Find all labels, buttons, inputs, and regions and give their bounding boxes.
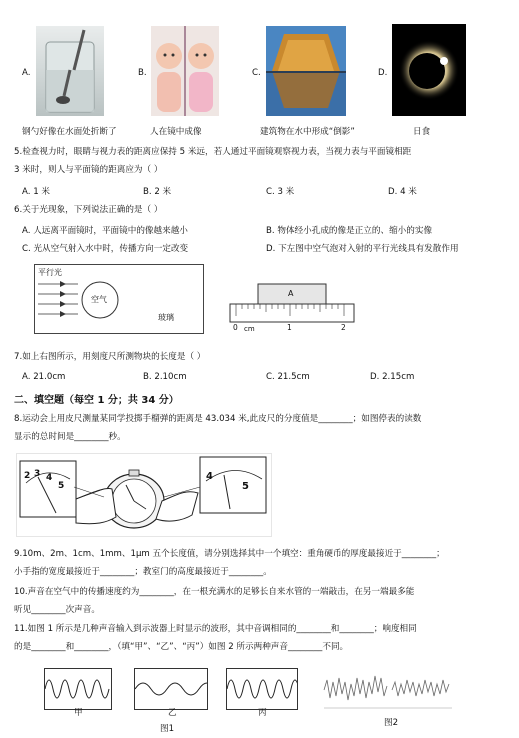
solar-eclipse-photo [392, 24, 466, 116]
q11-stem-line1: 11.如图 1 所示是几种声音输入到示波器上时显示的波形，其中音调相同的________和________；响度相同 [14, 624, 417, 634]
air-bubble-figure [34, 264, 204, 334]
q7-option-c: C. 21.5cm [266, 372, 310, 382]
left-dial-5: 5 [58, 481, 65, 491]
q6-option-b: B. 物体经小孔成的像是正立的、缩小的实像 [266, 226, 433, 236]
q4-option-c-letter: C. [252, 68, 261, 78]
spoon-in-water-photo [36, 26, 104, 116]
wave-label-bing: 丙 [258, 708, 267, 718]
q4-caption-c: 建筑物在水中形成“倒影” [260, 127, 355, 137]
q4-option-b-letter: B. [138, 68, 147, 78]
left-dial-4: 4 [46, 473, 53, 483]
q6-option-a: A. 人远离平面镜时，平面镜中的像越来越小 [22, 226, 188, 236]
figure-1-caption: 图1 [160, 724, 175, 734]
parallel-light-label: 平行光 [38, 268, 62, 277]
q10-stem-line2: 听见________次声音。 [14, 605, 100, 615]
left-dial-2: 2 [24, 471, 31, 481]
q4-caption-a: 钢勺好像在水面处折断了 [22, 127, 117, 137]
q5-option-d: D. 4 米 [388, 187, 417, 197]
ruler-tick-1: 1 [287, 323, 292, 332]
figure-2-waveforms [322, 670, 458, 712]
building-reflection-photo [266, 26, 346, 116]
figure-2-caption: 图2 [384, 718, 399, 728]
q7-option-a: A. 21.0cm [22, 372, 66, 382]
right-dial-5: 5 [242, 481, 249, 492]
q7-option-b: B. 2.10cm [143, 372, 187, 382]
right-dial-4: 4 [206, 471, 213, 482]
q6-stem: 6.关于光现象，下列说法正确的是（ ） [14, 205, 163, 215]
q5-stem-line2: 3 米时，则人与平面镜的距离应为（ ） [14, 165, 163, 175]
q7-stem: 7.如上右图所示，用刻度尺所测物块的长度是（ ） [14, 352, 206, 362]
section-title-fill-in: 二、填空题（每空 1 分；共 34 分） [14, 395, 179, 406]
q5-option-a: A. 1 米 [22, 187, 50, 197]
q4-caption-d: 日食 [413, 127, 431, 137]
ruler-tick-2: 2 [341, 323, 346, 332]
wave-label-yi: 乙 [168, 708, 177, 718]
q6-option-d: D. 下左图中空气泡对入射的平行光线具有发散作用 [266, 244, 459, 254]
q8-stem-line2: 显示的总时间是________秒。 [14, 432, 126, 442]
stopwatch-figure [16, 453, 272, 537]
waveform-jia [44, 668, 112, 710]
ruler-figure [228, 282, 358, 336]
glass-label: 玻璃 [158, 313, 174, 322]
q9-stem-line2: 小手指的宽度最接近于________；教室门的高度最接近于________。 [14, 567, 272, 577]
air-label: 空气 [91, 295, 107, 304]
block-a-label: A [288, 289, 294, 298]
q5-option-b: B. 2 米 [143, 187, 172, 197]
ruler-unit-cm: cm [244, 325, 255, 333]
q9-stem-line1: 9.10m、2m、1cm、1mm、1μm 五个长度值，请分别选择其中一个填空：重角硬币的厚度最接近于________； [14, 549, 445, 559]
q7-option-d: D. 2.15cm [370, 372, 415, 382]
q4-caption-b: 人在镜中成像 [150, 127, 202, 137]
q5-option-c: C. 3 米 [266, 187, 295, 197]
q6-option-c: C. 光从空气射入水中时，传播方向一定改变 [22, 244, 189, 254]
q5-stem-line1: 5.检查视力时，眼睛与视力表的距离应保持 5 米远，若人通过平面镜观察视力表，当视力表与平面镜相距 [14, 147, 412, 157]
q11-stem-line2: 的是________和________，（填“甲”、“乙”、“丙”）如图 2 所示两种声音________不同。 [14, 642, 349, 652]
q8-stem-line1: 8.运动会上用皮尺测量某同学投掷手榴弹的距离是 43.034 米,此皮尺的分度值是________；如图停表的读数 [14, 414, 422, 424]
waveform-yi [134, 668, 208, 710]
wave-label-jia: 甲 [74, 708, 83, 718]
q4-option-a-letter: A. [22, 68, 31, 78]
ruler-tick-0: 0 [233, 323, 238, 332]
q4-option-d-letter: D. [378, 68, 388, 78]
waveform-bing [226, 668, 298, 710]
left-dial-3: 3 [34, 469, 41, 479]
babies-mirror-photo [151, 26, 219, 116]
q10-stem-line1: 10.声音在空气中的传播速度约为________，在一根充满水的足够长自来水管的一端敲击，在另一端最多能 [14, 587, 415, 597]
